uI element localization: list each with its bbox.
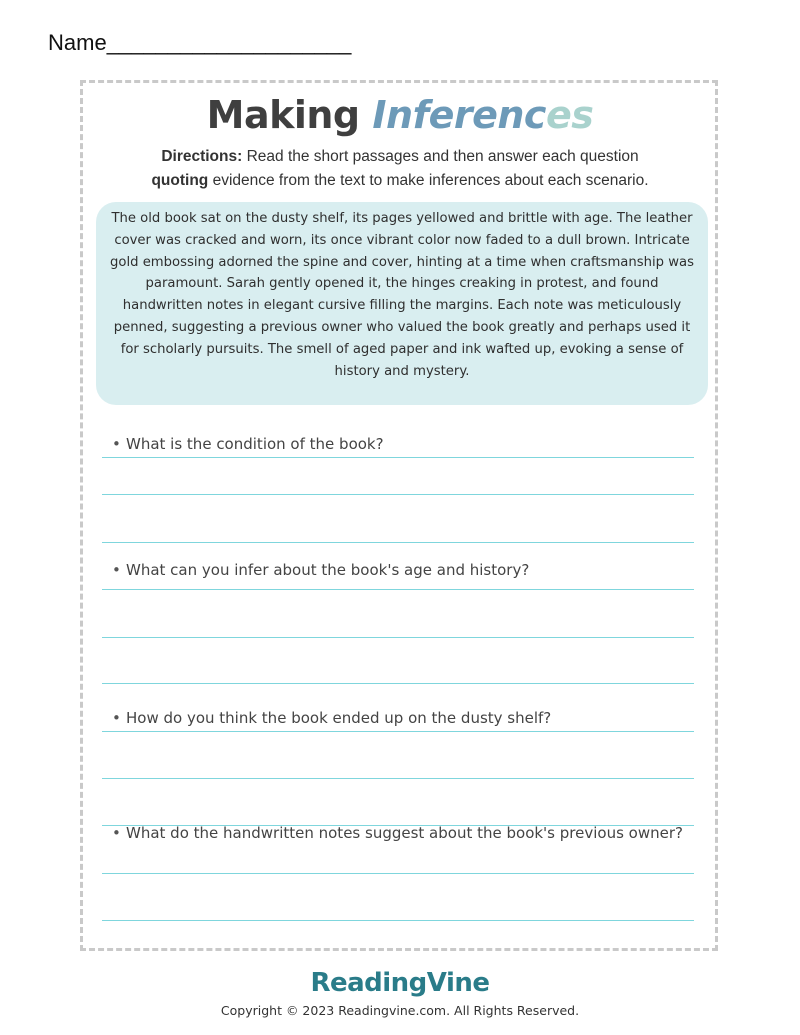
bullet-icon: • [112,561,121,579]
directions [120,145,680,193]
answer-line[interactable] [102,542,694,543]
answer-line[interactable] [102,778,694,779]
answer-line[interactable] [102,457,694,458]
question-text: What is the condition of the book? [126,435,384,453]
question-text: What can you infer about the book's age and history? [126,561,530,579]
title-word-making: Making [206,93,360,137]
readingvine-logo: ReadingVine [310,968,490,998]
directions-text-1: Read the short passages and then answer each question [242,148,639,165]
answer-line[interactable] [102,637,694,638]
name-label: Name [48,30,107,55]
name-field[interactable] [48,30,351,56]
question-text: What do the handwritten notes suggest about the book's previous owner? [126,824,683,842]
answer-line[interactable] [102,920,694,921]
page-title [0,93,800,137]
title-word-inferences-b: es [545,93,594,137]
answer-line[interactable] [102,873,694,874]
question-text: How do you think the book ended up on the dusty shelf? [126,709,552,727]
copyright: Copyright © 2023 Readingvine.com. All Rights Reserved. [220,1003,580,1018]
bullet-icon: • [112,824,121,842]
question-3 [112,706,702,731]
reading-passage: The old book sat on the dusty shelf, its pages yellowed and brittle with age. The leather cover was cracked and worn, its once vibrant color now faded to a dull brown. Intricate gold embossing adorned the spine and cover, hinting at a time when craftsmanship was paramount. Sarah gently opened it, the hinges creaking in protest, and found handwritten notes in elegant cursive filling the margins. Each note was meticulously penned, suggesting a previous owner who valued the book greatly and perhaps used it for scholarly pursuits. The smell of aged paper and ink wafted up, evoking a sense of history and mystery. [96,202,708,405]
answer-line[interactable] [102,494,694,495]
title-word-inferences-a: Inferenc [372,93,546,137]
question-1 [112,432,702,457]
bullet-icon: • [112,435,121,453]
directions-emphasis: quoting [151,172,209,189]
answer-line[interactable] [102,731,694,732]
question-4 [112,821,702,846]
answer-line[interactable] [102,683,694,684]
directions-text-2: evidence from the text to make inferences about each scenario. [208,172,649,189]
answer-line[interactable] [102,589,694,590]
bullet-icon: • [112,709,121,727]
name-blank[interactable]: ____________________ [106,30,352,55]
question-2 [112,558,702,583]
directions-label: Directions: [161,148,243,165]
